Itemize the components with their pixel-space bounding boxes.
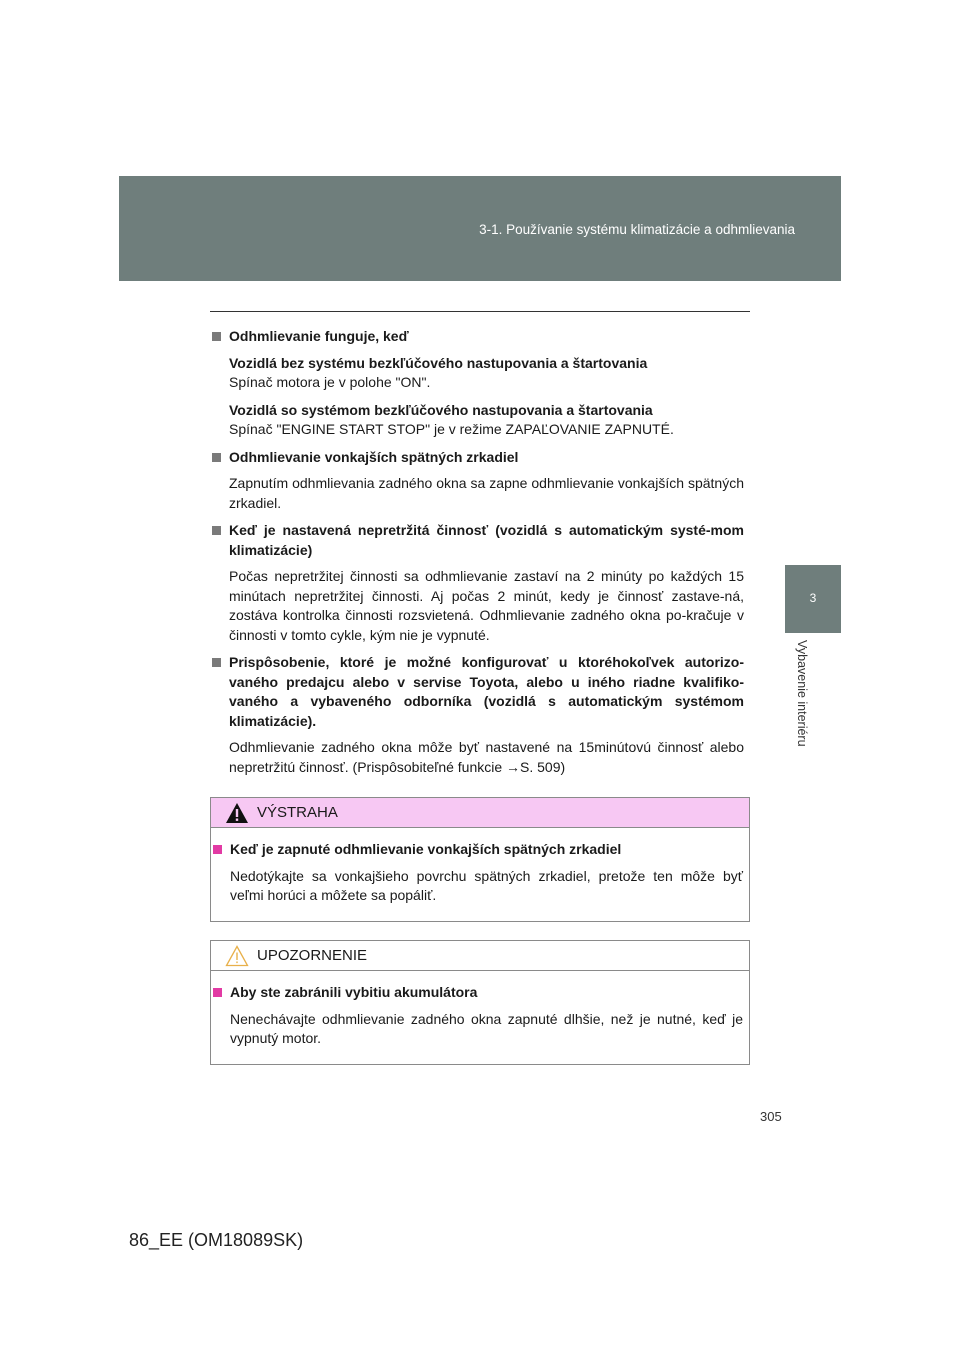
square-bullet-icon [212, 332, 221, 341]
subheading: Vozidlá so systémom bezkľúčového nastupovania a štartovania [229, 401, 653, 418]
section-heading-text: Odhmlievanie vonkajších spätných zrkadiel [229, 448, 519, 465]
square-bullet-icon [213, 845, 222, 854]
square-bullet-icon [212, 658, 221, 667]
square-bullet-icon [212, 453, 221, 462]
chapter-side-label-text: Vybavenie interiéru [795, 640, 809, 747]
paragraph: Počas nepretržitej činnosti sa odhmlievanie zastaví na 2 minúty po každých 15 minútach nepretržitej činnosti. Aj počas 2 minút, kedy je činnosť zastave-ná, zostáva kontrolka činnosti rozsvietená. Odhmlievanie zadného okna po-kračuje v činnosti v tomto cykle, kým nie je vypnuté. [229, 568, 744, 643]
chapter-tab-number: 3 [809, 591, 817, 605]
warning-header [211, 798, 749, 828]
caution-heading-text: Aby ste zabránili vybitiu akumulátora [230, 984, 478, 1000]
caution-text: Nenechávajte odhmlievanie zadného okna zapnuté dlhšie, než je nutné, keď je vypnutý motor. [230, 1010, 743, 1046]
caution-header [211, 941, 749, 971]
paragraph: Odhmlievanie zadného okna môže byť nastavené na 15minútovú činnosť alebo nepretržitú činnosť. (Prispôsobiteľné funkcie →S. 509) [229, 739, 744, 775]
warning-heading [213, 840, 743, 860]
warning-body [211, 828, 749, 921]
caution-box [210, 940, 750, 1065]
square-bullet-icon [213, 988, 222, 997]
section-heading-text: Odhmlievanie funguje, keď [229, 328, 409, 344]
caution-title: UPOZORNENIE [257, 947, 368, 964]
warning-title: VÝSTRAHA [257, 804, 338, 821]
main-content [212, 327, 744, 777]
section-heading [212, 653, 744, 731]
section-heading-text: Prispôsobenie, ktoré je možné konfigurovať u ktoréhokoľvek autorizo-vaného predajcu alebo v servise Toyota, alebo u iného riadne kvalifiko-vaného a vybaveného odborníka (vozidlá s automatickým systémom klimatizácie). [229, 654, 744, 729]
warning-text: Nedotýkajte sa vonkajšieho povrchu spätných zrkadiel, pretože ten môže byť veľmi horúci a môžete sa popáliť. [230, 867, 743, 903]
page-number: 305 [760, 1109, 782, 1124]
section-heading [212, 327, 744, 347]
square-bullet-icon [212, 526, 221, 535]
document-code: 86_EE (OM18089SK) [129, 1230, 304, 1250]
caution-heading [213, 983, 743, 1003]
chapter-side-label [791, 640, 813, 770]
section-heading-text: Keď je nastavená nepretržitá činnosť (vozidlá s automatickým systé-mom klimatizácie) [229, 522, 744, 558]
warning-triangle-icon [225, 802, 249, 824]
section-heading [212, 448, 744, 468]
chapter-header [119, 176, 841, 281]
paragraph: Spínač "ENGINE START STOP" je v režime ZAPAĽOVANIE ZAPNUTÉ. [229, 421, 674, 437]
chapter-title: 3-1. Používanie systému klimatizácie a odhmlievania [479, 222, 795, 237]
paragraph: Zapnutím odhmlievania zadného okna sa zapne odhmlievanie vonkajších spätných zrkadiel. [229, 475, 744, 511]
section-heading [212, 521, 744, 560]
warning-heading-text: Keď je zapnuté odhmlievanie vonkajších spätných zrkadiel [230, 841, 622, 857]
paragraph: Spínač motora je v polohe "ON". [229, 374, 431, 390]
caution-body [211, 971, 749, 1064]
top-divider [210, 311, 750, 312]
chapter-tab [785, 565, 841, 633]
caution-triangle-icon [225, 945, 249, 967]
subheading: Vozidlá bez systému bezkľúčového nastupovania a štartovania [229, 354, 648, 371]
warning-box [210, 797, 750, 922]
